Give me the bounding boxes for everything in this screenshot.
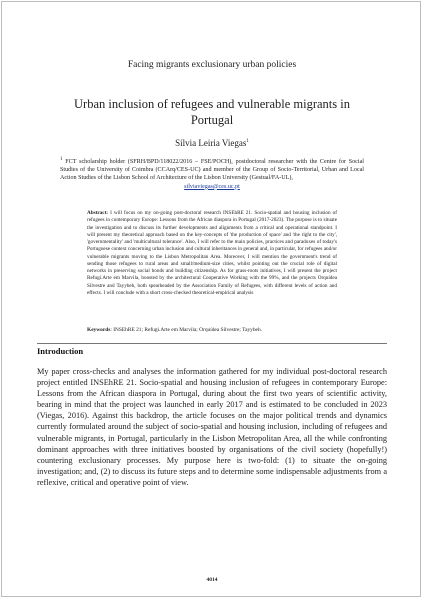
author-line: [0, 138, 424, 148]
keywords-label: Keywords: [87, 327, 111, 333]
abstract-block: [87, 210, 337, 297]
paper-title: Urban inclusion of refugees and vulnerable migrants in Portugal: [74, 97, 350, 127]
keywords-line: [87, 327, 337, 333]
introduction-paragraph: My paper cross-checks and analyses the information gathered for my individual post-doctoral research project entitled INSEhRE 21. Socio-spatial and housing inclusion of refugees in contemporary Europe: Lessons from the African diaspora in Portugal, during about the first two years of scientific activity, bearing in mind that the project was launched in early 2017 and is estimated to be concluded in 2023 (Viegas, 2016). Against this backdrop, the article focuses on the major political trends and dynamics currently formulated around the subject of socio-spatial and housing inclusion, including of refugees and vulnerable migrants, in Portugal, particularly in the Lisbon Metropolitan Area, all the while confronting dominant approaches with three initiatives boosted by organisations of the civil society (hopefully!) countering exclusionary processes. My purpose here is two-fold: (1) to situate the on-going investigation; and, (2) to discuss its future steps and to determine some indispensable adjustments from a reflexive, critical and operative point of view.: [37, 367, 387, 487]
affiliation-text: FCT scholarship holder (SFRH/BPD/118022/2016 – FSE/POCH), postdoctoral researcher with the Centre for Social Studies of the University of Coimbra (CCArq/CES-UC) and member of the Group of Socio-Territorial, Urban and Local Action Studies of the Lisbon School of Architecture of the Lisbon University (Gestual/FA-UL),: [60, 159, 364, 182]
affiliation-note: [60, 155, 364, 191]
affiliation-mark: 1: [60, 156, 63, 162]
page-frame: [1, 1, 421, 597]
abstract-label: Abstract:: [87, 210, 109, 216]
author-footnote-mark: 1: [246, 139, 249, 144]
page-number: 4014: [206, 577, 218, 583]
keywords-text: : INSEhRE 21; Refugi.Arte em Marvila; Orquídea Silvestre; Tayybeh.: [110, 327, 262, 333]
author-email-link[interactable]: silviaviegas@ces.uc.pt: [184, 183, 240, 190]
abstract-text: I will focus on my on-going post-doctoral research INSEhRE 21. Socio-spatial and housing inclusion of refugees in contemporary Europe: Lessons from the African diaspora in Portugal (2017-2023). The purpose is to situate the investigation and to discuss its further developments and alignments from a critical and operational standpoint. I will present my theoretical approach based on the key-concepts of 'the production of space' and 'the right to the city', 'governmentality' and 'multicultural tolerance'. Also, I will refer to the main policies, practices and paradoxes of today's Portuguese context concerning urban inclusion and cultural inheritances in general and, in particular, for refugees and/or vulnerable migrants moving to the Lisbon Metropolitan Area. Moreover, I will mention the government's trend of sending those refugees to rural areas and small/medium-size cities, whilst pointing out the crucial role of digital networks in preserving social bonds and building citizenship. As for grass-roots initiatives, I will present the project Refugi.Arte em Marvila, boosted by the architectural Cooperative Working with the 99%, and the projects Orquídea Silvestre and Tayybeh, both spearheaded by the Association Family of Refugees, with different levels of action and effects. I will conclude with a short cross-checked theoretical-empirical analysis: [87, 210, 337, 296]
section-divider: [37, 343, 387, 344]
author-name: Sílvia Leiria Viegas: [175, 138, 247, 148]
running-header: Facing migrants exclusionary urban policies: [127, 60, 297, 70]
introduction-heading: Introduction: [37, 346, 84, 356]
